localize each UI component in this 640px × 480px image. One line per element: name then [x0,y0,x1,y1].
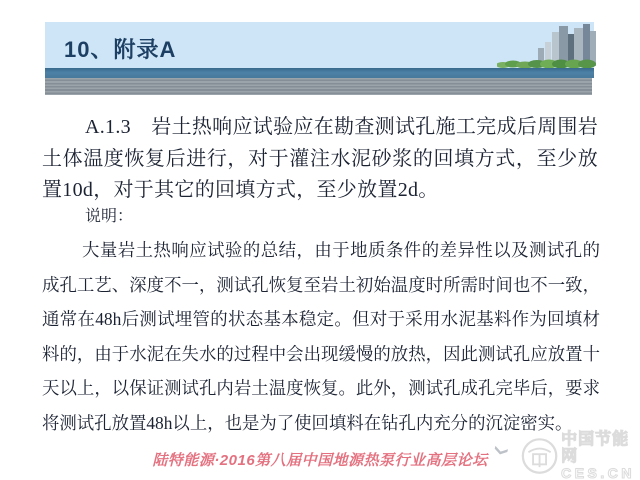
note-label: 说明： [85,208,134,225]
note-paragraph: 大量岩土热响应试验的总结，由于地质条件的差异性以及测试孔的成孔工艺、深度不一，测试孔恢复至岩土初始温度时所需时间也不一致，通常在48h后测试埋管的状态基本稳定。但对于采用水泥基料作为回填材料的，由于水泥在失水的过程中会出现缓慢的放热，因此测试孔应放置十天以上，以保证测试孔内岩土温度恢复。此外，测试孔成孔完毕后，要求将测试孔放置48h以上，也是为了使回填料在钻孔内充分的沉淀密实。 [42,240,600,433]
page-title: 10、附录A [64,37,177,62]
cityscape-icon [497,24,597,70]
header-underline-bar [45,68,594,78]
cursor-mark: ❯ [493,443,511,459]
cesn-watermark-line2: CES.CN [561,465,636,480]
cesn-watermark [521,431,640,480]
cesn-watermark-line1: 中国节能网 [561,431,630,465]
footer-conference-title: 陆特能源·2016第八届中国地源热泵行业高层论坛 [152,452,488,469]
cesn-watermark-text [561,431,640,480]
header-stripe-band [45,78,592,95]
clause-paragraph: A.1.3 岩土热响应试验应在勘查测试孔施工完成后周围岩土体温度恢复后进行，对于灌注水泥砂浆的回填方式，至少放置10d，对于其它的回填方式，至少放置2d。 [42,116,598,201]
cesn-logo-icon [521,436,558,476]
